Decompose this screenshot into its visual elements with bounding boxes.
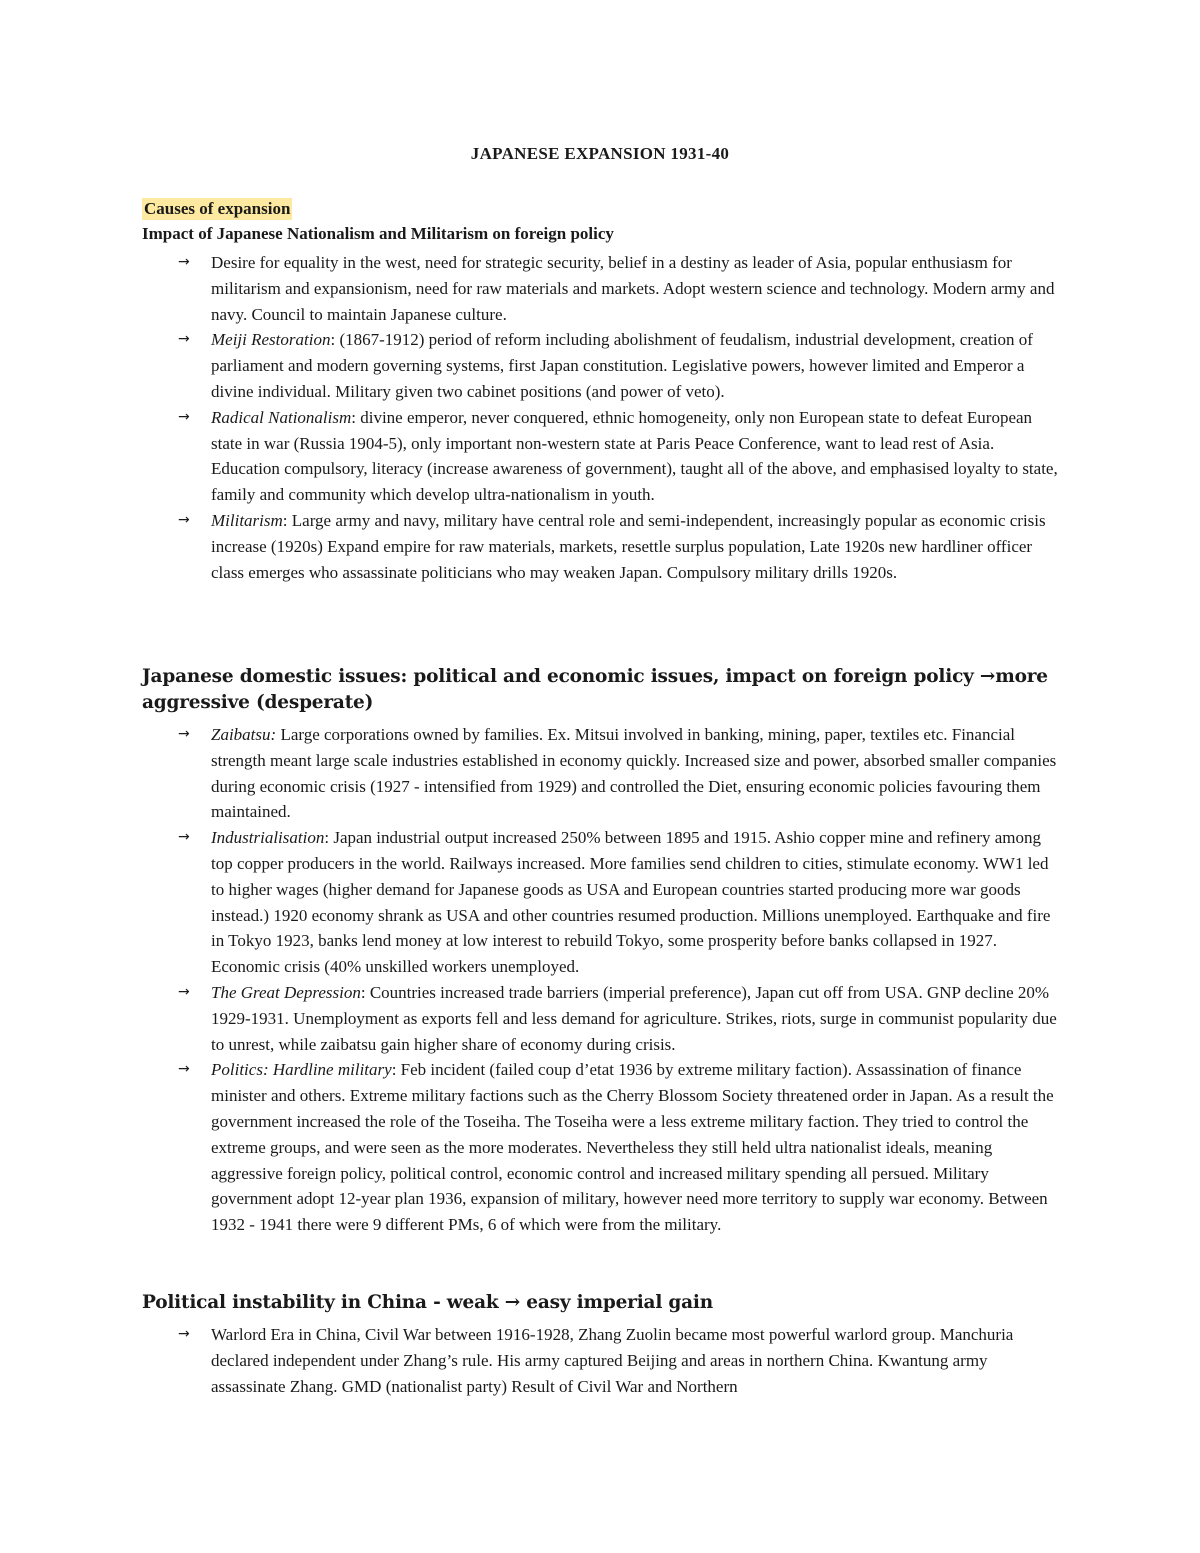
arrow-bullet-icon: → <box>178 726 190 742</box>
list-item <box>0 1322 1063 1399</box>
bullet-text: Warlord Era in China, Civil War between 1916-1928, Zhang Zuolin became most powerful warlord group. Manchuria declared independent under Zhang’s rule. His army captured Beijing and areas in northern China. Kwantung army assassinate Zhang. GMD (nationalist party) Result of Civil War and Northern <box>211 1325 1014 1396</box>
arrow-bullet-icon: → <box>178 1326 190 1342</box>
section3-list <box>0 1322 1200 1399</box>
arrow-bullet-icon: → <box>178 254 190 270</box>
causes-heading: Causes of expansion <box>144 199 291 218</box>
arrow-bullet-icon: → <box>178 1061 190 1078</box>
bullet-text: : Countries increased trade barriers (imperial preference), Japan cut off from USA. GNP decline 20% 1929-1931. Unemployment as exports fell and less demand for agriculture. Strikes, riots, surge in communist popularity due to unrest, while zaibatsu gain higher share of economy during crisis. <box>211 982 1057 1054</box>
section1-list <box>0 250 1200 585</box>
list-item <box>0 1057 1063 1238</box>
bullet-text: : (1867-1912) period of reform including abolishment of feudalism, industrial development, creation of parliament and modern governing systems, first Japan constitution. Legislative powers, however limited and Emperor a divine individual. Military given two cabinet positions (and power of veto). <box>211 330 1033 401</box>
list-item <box>0 508 1063 585</box>
list-item <box>0 250 1063 327</box>
section1-heading: Impact of Japanese Nationalism and Militarism on foreign policy <box>142 224 614 243</box>
bullet-label: The Great Depression <box>211 982 361 1002</box>
arrow-bullet-icon: → <box>178 331 190 348</box>
list-item <box>0 405 1063 508</box>
list-item <box>0 980 1063 1057</box>
bullet-label: Militarism <box>211 510 283 530</box>
section3-heading: Political instability in China - weak → easy imperial gain <box>142 1292 713 1313</box>
bullet-text: : Feb incident (failed coup d’etat 1936 by extreme military faction). Assassination of finance minister and others. Extreme military factions such as the Cherry Blossom Society threatened order in Japan. As a result the government increased the role of the Toseiha. The Toseiha were a less extreme military faction. They tried to control the extreme groups, and were seen as the more moderates. Nevertheless they still held ultra nationalist ideals, meaning aggressive foreign policy, political control, economic control and increased military spending all persued. Military government adopt 12-year plan 1936, expansion of military, however need more territory to supply war economy. Between 1932 - 1941 there were 9 different PMs, 6 of which were from the military. <box>211 1060 1054 1235</box>
list-item <box>0 825 1063 980</box>
section2-list <box>0 722 1200 1238</box>
bullet-label: Politics: Hardline military <box>211 1060 392 1080</box>
bullet-text: Desire for equality in the west, need for strategic security, belief in a destiny as leader of Asia, popular enthusiasm for militarism and expansionism, need for raw materials and markets. Adopt western science and technology. Modern army and navy. Council to maintain Japanese culture. <box>211 253 1055 324</box>
arrow-bullet-icon: → <box>178 511 190 528</box>
bullet-text: : Large army and navy, military have central role and semi-independent, increasingly popular as economic crisis increase (1920s) Expand empire for raw materials, markets, resettle surplus population, Late 1920s new hardliner officer class emerges who assassinate politicians who may weaken Japan. Compulsory military drills 1920s. <box>211 510 1046 582</box>
bullet-label: Industrialisation <box>211 828 325 848</box>
arrow-bullet-icon: → <box>178 829 190 846</box>
list-item <box>0 327 1063 404</box>
bullet-text: : divine emperor, never conquered, ethnic homogeneity, only non European state to defeat European state in war (Russia 1904-5), only important non-western state at Paris Peace Conference, want to lead rest of Asia. Education compulsory, literacy (increase awareness of government), taught all of the above, and emphasised loyalty to state, family and community which develop ultra-nationalism in youth. <box>211 407 1058 505</box>
page-title: JAPANESE EXPANSION 1931-40 <box>470 144 730 163</box>
arrow-bullet-icon: → <box>178 983 190 1000</box>
bullet-text: Large corporations owned by families. Ex. Mitsui involved in banking, mining, paper, textiles etc. Financial strength meant large scale industries established in economy quickly. Increased size and power, absorbed smaller companies during economic crisis (1927 - intensified from 1929) and controlled the Diet, ensuring economic policies favouring them maintained. <box>211 725 1057 822</box>
bullet-label: Zaibatsu: <box>211 725 277 744</box>
list-item <box>0 722 1063 825</box>
bullet-text: : Japan industrial output increased 250% between 1895 and 1915. Ashio copper mine and refinery among top copper producers in the world. Railways increased. More families send children to cities, stimulate economy. WW1 led to higher wages (higher demand for Japanese goods as USA and European countries started producing more war goods instead.) 1920 economy shrank as USA and other countries resumed production. Millions unemployed. Earthquake and fire in Tokyo 1923, banks lend money at low interest to rebuild Tokyo, some prosperity before banks collapsed in 1927. Economic crisis (40% unskilled workers unemployed. <box>211 828 1051 977</box>
bullet-label: Meiji Restoration <box>211 330 331 350</box>
bullet-label: Radical Nationalism <box>211 407 352 427</box>
arrow-bullet-icon: → <box>178 408 190 425</box>
section2-heading: Japanese domestic issues: political and economic issues, impact on foreign policy →more aggressive (desperate) <box>142 666 1048 713</box>
